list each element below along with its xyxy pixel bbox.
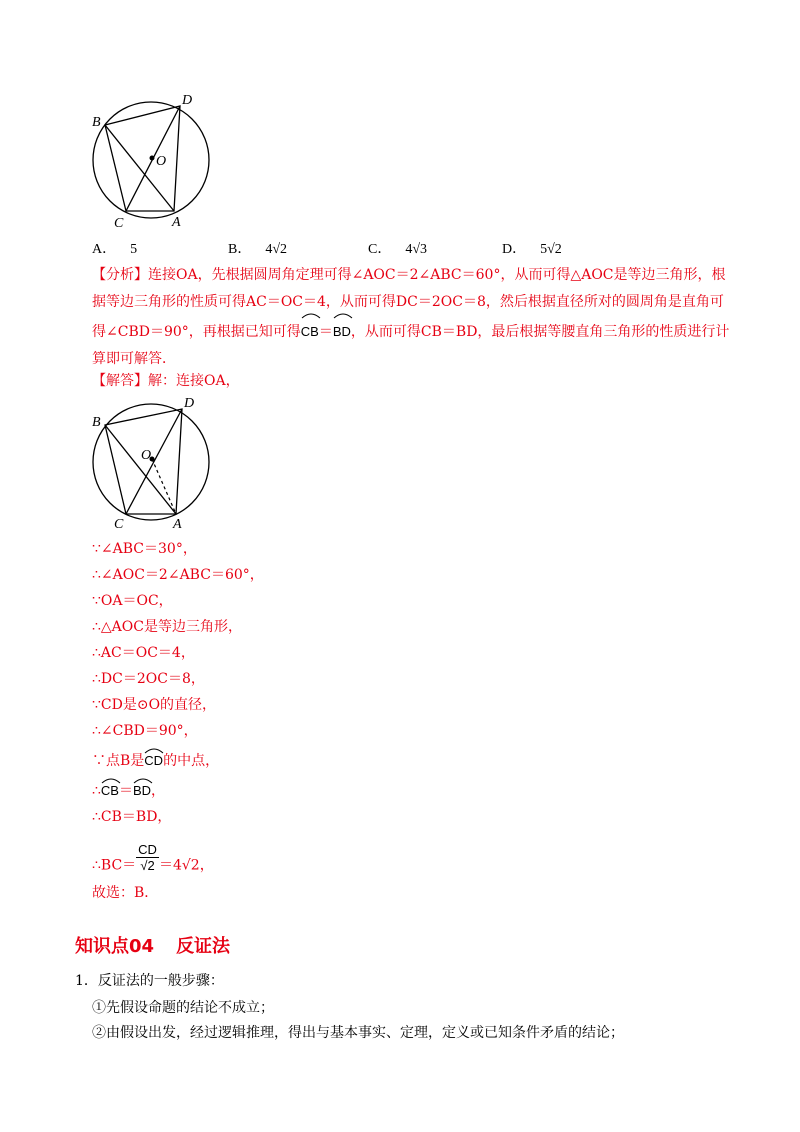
option-d [502, 238, 562, 258]
arc-bd-2 [133, 781, 151, 798]
analysis-text-2: ，从而可得CB＝BD，最后根据等腰直角三角形的性质进行计算即可解答． [92, 324, 730, 367]
label-o: O [156, 154, 167, 169]
section-heading [75, 932, 230, 958]
arc-cb [301, 316, 319, 345]
arc-cd [144, 751, 163, 768]
arc-cb-2 [101, 781, 119, 798]
label-o-2: O [141, 448, 152, 463]
step-10-eq: ＝ [118, 783, 133, 799]
step-9-prefix: ∵点B是 [92, 753, 145, 769]
step-11: ∴CB＝BD， [92, 809, 172, 825]
label-b-2: B [92, 415, 101, 430]
label-a-2: A [173, 517, 182, 532]
option-d-letter: D． [502, 242, 527, 257]
option-c-value: 4√3 [405, 242, 428, 257]
analysis-text-1: 连接OA，先根据圆周角定理可得∠AOC＝2∠ABC＝60°，从而可得△AOC是等边三角形，根据等边三角形的性质可得AC＝OC＝4，从而可得DC＝2OC＝8，然后根据直径所对的圆周角是直角可得∠CBD＝90°，再根据已知可得 [92, 267, 726, 340]
step-1: ∵∠ABC＝30°， [92, 541, 197, 557]
step-10-suffix: ， [151, 783, 166, 799]
step-7: ∵CD是⊙O的直径， [92, 697, 217, 713]
option-c-letter: C． [368, 242, 392, 257]
content-item-1: 1．反证法的一般步骤： [75, 973, 224, 989]
option-d-value: 5√2 [540, 242, 562, 257]
arc-bd-label: BD [332, 324, 351, 339]
arc-eq: ＝ [318, 324, 333, 340]
arc-bd [333, 316, 351, 345]
solution-tag: 【解答】 [92, 373, 148, 389]
fraction [136, 842, 159, 873]
label-a: A [172, 215, 181, 230]
analysis-paragraph [92, 262, 732, 373]
label-b: B [92, 115, 101, 130]
fraction-denominator: √2 [140, 858, 155, 873]
content-step-1: ①先假设命题的结论不成立； [92, 1000, 274, 1016]
step-10 [92, 780, 165, 800]
step-9-suffix: 的中点， [163, 753, 220, 769]
answer-line: 故选：B． [92, 885, 159, 901]
option-b-value: 4√2 [265, 242, 288, 257]
arc-cb-2-label: CB [100, 783, 119, 798]
step-3: ∵OA＝OC， [92, 593, 173, 609]
step-10-prefix: ∴ [92, 783, 101, 799]
option-a-value: 5 [130, 242, 138, 257]
step-9 [92, 750, 219, 770]
label-d: D [182, 93, 193, 108]
step-8: ∴∠CBD＝90°， [92, 723, 198, 739]
label-c-2: C [114, 517, 124, 532]
solution-header [92, 370, 240, 390]
step-5: ∴AC＝OC＝4， [92, 645, 195, 661]
step-6: ∴DC＝2OC＝8， [92, 671, 205, 687]
step-2: ∴∠AOC＝2∠ABC＝60°， [92, 567, 264, 583]
circle-figure-1 [84, 90, 224, 232]
option-b-letter: B． [228, 242, 252, 257]
fraction-prefix: ∴BC＝ [92, 857, 137, 874]
option-c [368, 238, 427, 258]
label-c: C [114, 216, 124, 231]
option-a [92, 238, 137, 258]
section-title: 反证法 [176, 936, 231, 957]
step-4: ∴△AOC是等边三角形， [92, 619, 242, 635]
arc-cd-label: CD [144, 753, 164, 768]
arc-cb-label: CB [300, 324, 319, 339]
label-d-2: D [184, 396, 195, 411]
option-b [228, 238, 287, 258]
content-step-2: ②由假设出发，经过逻辑推理，得出与基本事实、定理，定义或已知条件矛盾的结论； [92, 1025, 624, 1041]
step-fraction [92, 842, 214, 881]
section-number: 知识点04 [75, 936, 155, 957]
analysis-tag: 【分析】 [92, 267, 148, 283]
fraction-numerator: CD [138, 842, 157, 857]
circle-figure-2 [84, 392, 224, 532]
solution-intro: 解：连接OA， [148, 373, 240, 389]
option-a-letter: A． [92, 242, 117, 257]
fraction-suffix: ＝4√2， [158, 857, 214, 874]
arc-bd-2-label: BD [132, 783, 152, 798]
